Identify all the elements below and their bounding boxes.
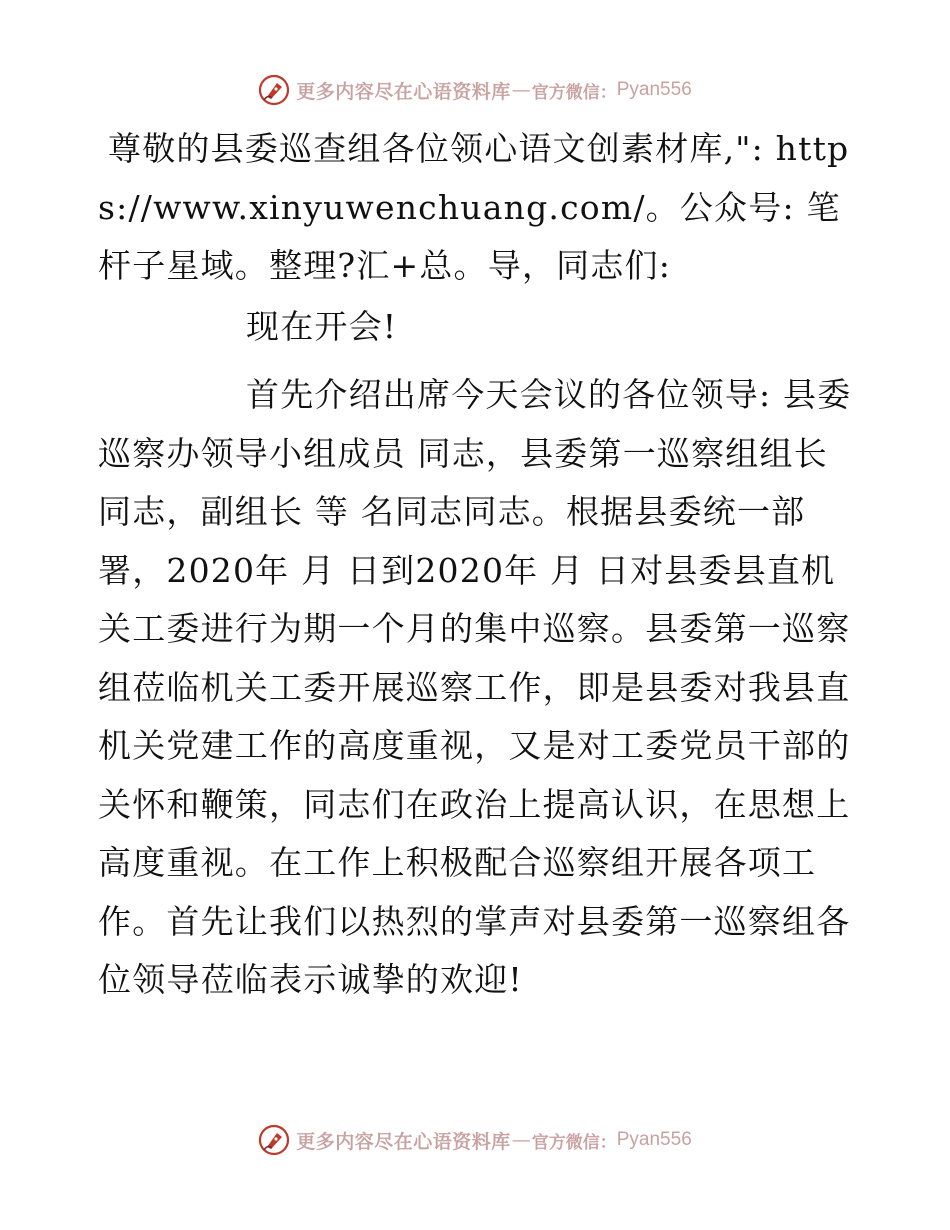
pen-nib-logo-icon bbox=[258, 1124, 290, 1156]
footer-ad-label: 官方微信： bbox=[531, 1132, 617, 1153]
footer-ad-account: Pyan556 bbox=[616, 1129, 692, 1150]
header-ad-account: Pyan556 bbox=[616, 79, 692, 100]
header-ad-label: 官方微信： bbox=[531, 82, 617, 103]
opening-paragraph: 现在开会! bbox=[246, 306, 398, 346]
footer-ad-title: 更多内容尽在心语资料库 bbox=[296, 1130, 511, 1153]
document-body bbox=[98, 120, 858, 1010]
introduction-paragraph: 首先介绍出席今天会议的各位领导: 县委巡察办领导小组成员 同志，县委第一巡察组组长 同志，副组长 等 名同志同志。根据县委统一部署，2020年 月 日到2020年 月 日对县委县直机关工委进行为期一个月的集中巡察。县委第一巡察组莅临机关工委开展巡察工作，即是县委对我县直机关党建工作的高度重视，又是对工委党员干部的关怀和鞭策，同志们在政治上提高认识，在思想上高度重视。在工作上积极配合巡察组开展各项工作。首先让我们以热烈的掌声对县委第一巡察组各位领导莅临表示诚挚的欢迎! bbox=[98, 375, 852, 999]
salutation-paragraph: 尊敬的县委巡查组各位领心语文创素材库,": https://www.xinyuwenchuang.com/。公众号: 笔杆子星域。整理?汇+总。导，同志们: bbox=[98, 129, 850, 285]
header-watermark bbox=[0, 70, 950, 110]
footer-watermark bbox=[0, 1120, 950, 1160]
footer-ad-dash: — bbox=[511, 1129, 531, 1151]
header-ad-dash: — bbox=[511, 79, 531, 101]
pen-nib-logo-icon bbox=[258, 74, 290, 106]
header-ad-title: 更多内容尽在心语资料库 bbox=[296, 80, 511, 103]
